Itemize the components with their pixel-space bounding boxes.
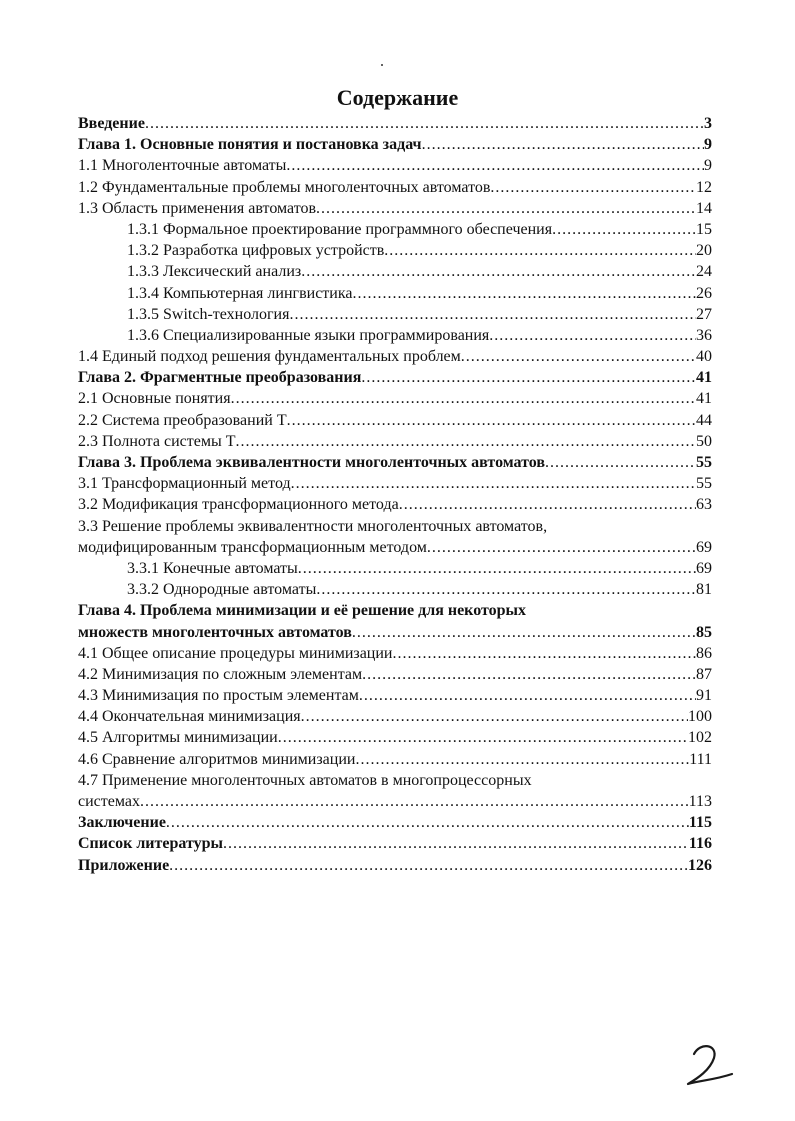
toc-entry bbox=[78, 749, 712, 770]
toc-entry bbox=[78, 261, 712, 282]
toc-entry bbox=[78, 622, 712, 643]
dot-leader bbox=[392, 643, 696, 664]
toc-entry-page: 14 bbox=[696, 199, 712, 217]
dot-leader bbox=[355, 749, 689, 770]
dot-leader bbox=[490, 177, 696, 198]
toc-entry bbox=[78, 473, 712, 494]
toc-entry bbox=[78, 706, 712, 727]
toc-entry-label: 1.3 Область применения автоматов bbox=[78, 199, 317, 217]
toc-entry-page: 27 bbox=[696, 305, 712, 323]
toc-entry bbox=[78, 219, 712, 240]
toc-entry-page: 40 bbox=[696, 348, 712, 366]
page-title: Содержание bbox=[336, 85, 459, 110]
toc-entry-label: Заключение bbox=[78, 814, 166, 832]
dot-leader bbox=[289, 304, 696, 325]
toc-entry-label: 4.4 Окончательная минимизация bbox=[78, 708, 301, 726]
dot-leader bbox=[169, 855, 688, 876]
toc-entry bbox=[78, 579, 712, 600]
toc-entry bbox=[78, 155, 712, 176]
toc-entry bbox=[78, 113, 712, 134]
toc-entry-label: 1.3.4 Компьютерная лингвистика bbox=[127, 284, 353, 302]
toc-entry bbox=[78, 833, 712, 854]
toc-entry-label: множеств многоленточных автоматов bbox=[78, 623, 352, 641]
toc-entry-label: 1.3.2 Разработка цифровых устройств bbox=[127, 242, 385, 260]
dot-leader bbox=[166, 812, 689, 833]
toc-entry bbox=[78, 558, 712, 579]
toc-entry-page: 15 bbox=[696, 220, 712, 238]
toc-entry bbox=[78, 304, 712, 325]
toc-entry bbox=[78, 537, 712, 558]
dot-leader bbox=[552, 219, 696, 240]
dot-leader bbox=[361, 367, 696, 388]
toc-entry-label: Глава 3. Проблема эквивалентности многоленточных автоматов bbox=[78, 454, 546, 471]
dot-leader bbox=[399, 494, 696, 515]
dot-leader bbox=[362, 664, 696, 685]
toc-entry-label: Глава 4. Проблема минимизации и её решение для некоторых bbox=[78, 602, 527, 620]
dot-leader bbox=[545, 452, 696, 473]
toc-entry-label: 4.1 Общее описание процедуры минимизации bbox=[78, 644, 393, 662]
dot-leader bbox=[231, 388, 696, 409]
toc-entry-label: 2.3 Полнота системы T bbox=[78, 432, 236, 450]
toc-entry bbox=[78, 283, 712, 304]
dot-leader bbox=[422, 134, 704, 155]
stray-dot bbox=[381, 64, 383, 66]
toc-entry-label: 3.3.1 Конечные автоматы bbox=[127, 559, 298, 577]
toc-entry-page: 69 bbox=[696, 538, 712, 556]
toc-entry-page: 55 bbox=[696, 454, 712, 471]
dot-leader bbox=[301, 706, 688, 727]
toc-entry-label: 4.3 Минимизация по простым элементам bbox=[78, 687, 359, 705]
toc-entry-page: 41 bbox=[696, 369, 712, 387]
toc-entry-label: 3.3 Решение проблемы эквивалентности многоленточных автоматов, bbox=[78, 517, 548, 535]
toc-entry-page: 111 bbox=[689, 750, 712, 768]
toc-entry bbox=[78, 600, 712, 621]
toc-entry-page: 41 bbox=[696, 390, 712, 408]
toc-entry-label: модифицированным трансформационным методом bbox=[78, 538, 427, 556]
toc-entry-label: 1.3.3 Лексический анализ bbox=[127, 263, 302, 281]
dot-leader bbox=[287, 410, 696, 431]
toc-entry-label: 1.3.6 Специализированные языки программирования bbox=[127, 326, 490, 344]
toc-entry-label: 4.5 Алгоритмы минимизации bbox=[78, 729, 278, 747]
toc-entry bbox=[78, 410, 712, 431]
dot-leader bbox=[489, 325, 696, 346]
toc-entry bbox=[78, 791, 712, 812]
dot-leader bbox=[427, 537, 696, 558]
handwritten-page-number bbox=[680, 1040, 740, 1090]
dot-leader bbox=[291, 473, 696, 494]
toc-entry bbox=[78, 727, 712, 748]
toc-entry bbox=[78, 770, 712, 791]
toc-entry bbox=[78, 367, 712, 388]
toc-entry bbox=[78, 664, 712, 685]
toc-entry-page: 126 bbox=[688, 856, 712, 874]
toc-entry-label: 1.3.5 Switch-технология bbox=[127, 305, 290, 323]
toc-entry-page: 26 bbox=[696, 284, 712, 302]
toc-entry-label: 1.3.1 Формальное проектирование программного обеспечения bbox=[127, 220, 553, 238]
table-of-contents bbox=[78, 113, 712, 876]
dot-leader bbox=[145, 113, 704, 134]
toc-entry bbox=[78, 134, 712, 155]
dot-leader bbox=[316, 579, 696, 600]
toc-entry-page: 85 bbox=[696, 623, 712, 641]
toc-entry bbox=[78, 452, 712, 473]
toc-entry-page: 91 bbox=[696, 687, 712, 705]
toc-entry-page: 63 bbox=[696, 496, 712, 514]
toc-entry-page: 20 bbox=[696, 242, 712, 260]
toc-entry-label: Приложение bbox=[78, 856, 170, 874]
toc-entry-page: 55 bbox=[696, 475, 712, 493]
toc-entry-page: 86 bbox=[696, 644, 712, 662]
toc-entry-page: 81 bbox=[696, 581, 712, 599]
toc-entry-label: 1.4 Единый подход решения фундаментальных проблем bbox=[78, 348, 461, 366]
toc-entry bbox=[78, 388, 712, 409]
toc-entry-label: 1.2 Фундаментальные проблемы многоленточных автоматов bbox=[78, 178, 491, 196]
dot-leader bbox=[352, 622, 696, 643]
toc-entry bbox=[78, 855, 712, 876]
toc-entry-page: 115 bbox=[688, 814, 712, 832]
toc-entry-label: 1.1 Многоленточные автоматы bbox=[78, 157, 287, 175]
toc-entry-page: 36 bbox=[696, 326, 712, 344]
toc-entry bbox=[78, 198, 712, 219]
toc-entry bbox=[78, 494, 712, 515]
toc-entry bbox=[78, 812, 712, 833]
toc-entry-page: 113 bbox=[688, 793, 712, 810]
toc-entry bbox=[78, 431, 712, 452]
toc-entry-page: 100 bbox=[688, 708, 712, 726]
toc-entry-page: 69 bbox=[696, 559, 712, 577]
toc-entry-label: 2.2 Система преобразований T bbox=[78, 411, 287, 429]
toc-entry-label: Глава 1. Основные понятия и постановка задач bbox=[78, 136, 422, 154]
toc-entry-label: 4.7 Применение многоленточных автоматов в многопроцессорных bbox=[78, 771, 532, 789]
toc-entry bbox=[78, 643, 712, 664]
toc-entry bbox=[78, 325, 712, 346]
toc-entry-page: 44 bbox=[696, 411, 712, 429]
toc-entry-label: 3.2 Модификация трансформационного метода bbox=[78, 496, 399, 514]
toc-entry-label: 3.3.2 Однородные автоматы bbox=[127, 581, 317, 599]
dot-leader bbox=[223, 833, 689, 854]
toc-entry-label: Введение bbox=[78, 115, 145, 132]
toc-entry bbox=[78, 516, 712, 537]
toc-entry-page: 87 bbox=[696, 665, 712, 683]
dot-leader bbox=[359, 685, 696, 706]
toc-entry-label: системах bbox=[78, 793, 140, 810]
toc-entry bbox=[78, 240, 712, 261]
toc-entry-page: 12 bbox=[696, 178, 712, 196]
dot-leader bbox=[278, 727, 688, 748]
toc-entry-label: Список литературы bbox=[78, 835, 223, 853]
toc-entry bbox=[78, 177, 712, 198]
toc-entry-page: 9 bbox=[704, 136, 712, 154]
toc-entry-label: Глава 2. Фрагментные преобразования bbox=[78, 369, 362, 387]
toc-entry-page: 9 bbox=[704, 157, 712, 175]
toc-entry bbox=[78, 346, 712, 367]
dot-leader bbox=[140, 791, 689, 812]
toc-entry-label: 4.2 Минимизация по сложным элементам bbox=[78, 665, 363, 683]
dot-leader bbox=[301, 261, 696, 282]
dot-leader bbox=[316, 198, 696, 219]
toc-entry-label: 4.6 Сравнение алгоритмов минимизации bbox=[78, 750, 356, 768]
toc-entry-label: 2.1 Основные понятия bbox=[78, 390, 231, 408]
toc-entry-label: 3.1 Трансформационный метод bbox=[78, 475, 291, 493]
toc-entry-page: 3 bbox=[704, 115, 712, 132]
dot-leader bbox=[384, 240, 696, 261]
toc-entry-page: 102 bbox=[688, 729, 712, 747]
dot-leader bbox=[298, 558, 696, 579]
dot-leader bbox=[353, 283, 697, 304]
toc-entry-page: 50 bbox=[696, 432, 712, 450]
toc-entry-page: 116 bbox=[688, 835, 712, 853]
toc-entry bbox=[78, 685, 712, 706]
dot-leader bbox=[461, 346, 696, 367]
dot-leader bbox=[235, 431, 696, 452]
toc-entry-page: 24 bbox=[696, 263, 712, 281]
dot-leader bbox=[286, 155, 704, 176]
